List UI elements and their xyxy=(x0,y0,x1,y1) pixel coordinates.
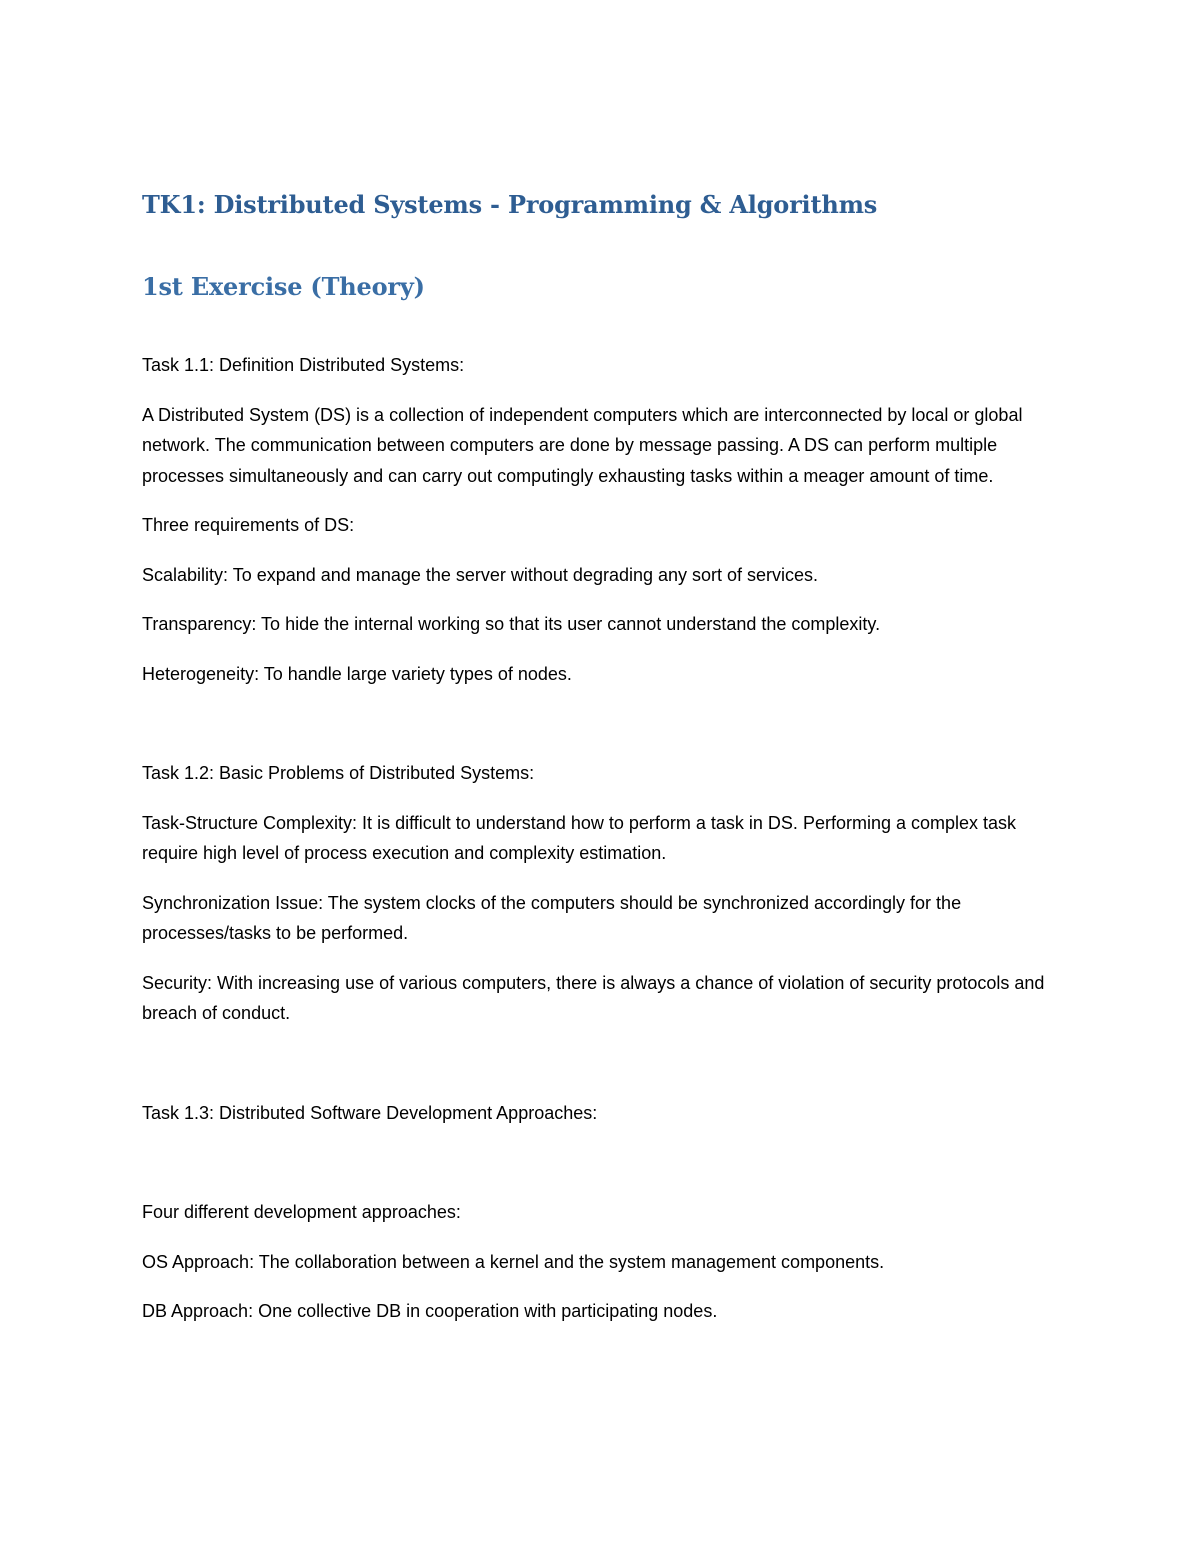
requirement-heterogeneity: Heterogeneity: To handle large variety types of nodes. xyxy=(142,663,572,684)
requirement-scalability: Scalability: To expand and manage the server without degrading any sort of services. xyxy=(142,564,819,585)
approaches-intro: Four different development approaches: xyxy=(142,1202,461,1222)
task-1-3-heading: Task 1.3: Distributed Software Development Approaches: xyxy=(142,1102,598,1123)
approach-db: DB Approach: One collective DB in cooperation with participating nodes. xyxy=(142,1301,718,1321)
ds-definition-paragraph: A Distributed System (DS) is a collection of independent computers which are interconnected by local or global network. The communication between computers are done by message passing. A DS can perform multiple processes simultaneously and can carry out computingly exhausting tasks within a meager amount of time. xyxy=(142,404,1023,486)
approach-os: OS Approach: The collaboration between a kernel and the system management components. xyxy=(142,1251,885,1272)
document-subtitle: 1st Exercise (Theory) xyxy=(142,272,425,301)
requirements-intro: Three requirements of DS: xyxy=(142,515,355,535)
task-1-2-heading: Task 1.2: Basic Problems of Distributed Systems: xyxy=(142,763,535,783)
task-1-1-heading: Task 1.1: Definition Distributed Systems: xyxy=(142,355,465,375)
problem-security: Security: With increasing use of various computers, there is always a chance of violation of security protocols and breach of conduct. xyxy=(142,972,1045,1023)
requirement-transparency: Transparency: To hide the internal working so that its user cannot understand the complexity. xyxy=(142,614,881,634)
document-body xyxy=(142,186,1062,1327)
document-title: TK1: Distributed Systems - Programming & Algorithms xyxy=(142,190,878,219)
problem-task-structure: Task-Structure Complexity: It is difficult to understand how to perform a task in DS. Performing a complex task require high level of process execution and complexity estimation. xyxy=(142,812,1017,863)
problem-synchronization: Synchronization Issue: The system clocks of the computers should be synchronized accordingly for the processes/tasks to be performed. xyxy=(142,892,962,943)
